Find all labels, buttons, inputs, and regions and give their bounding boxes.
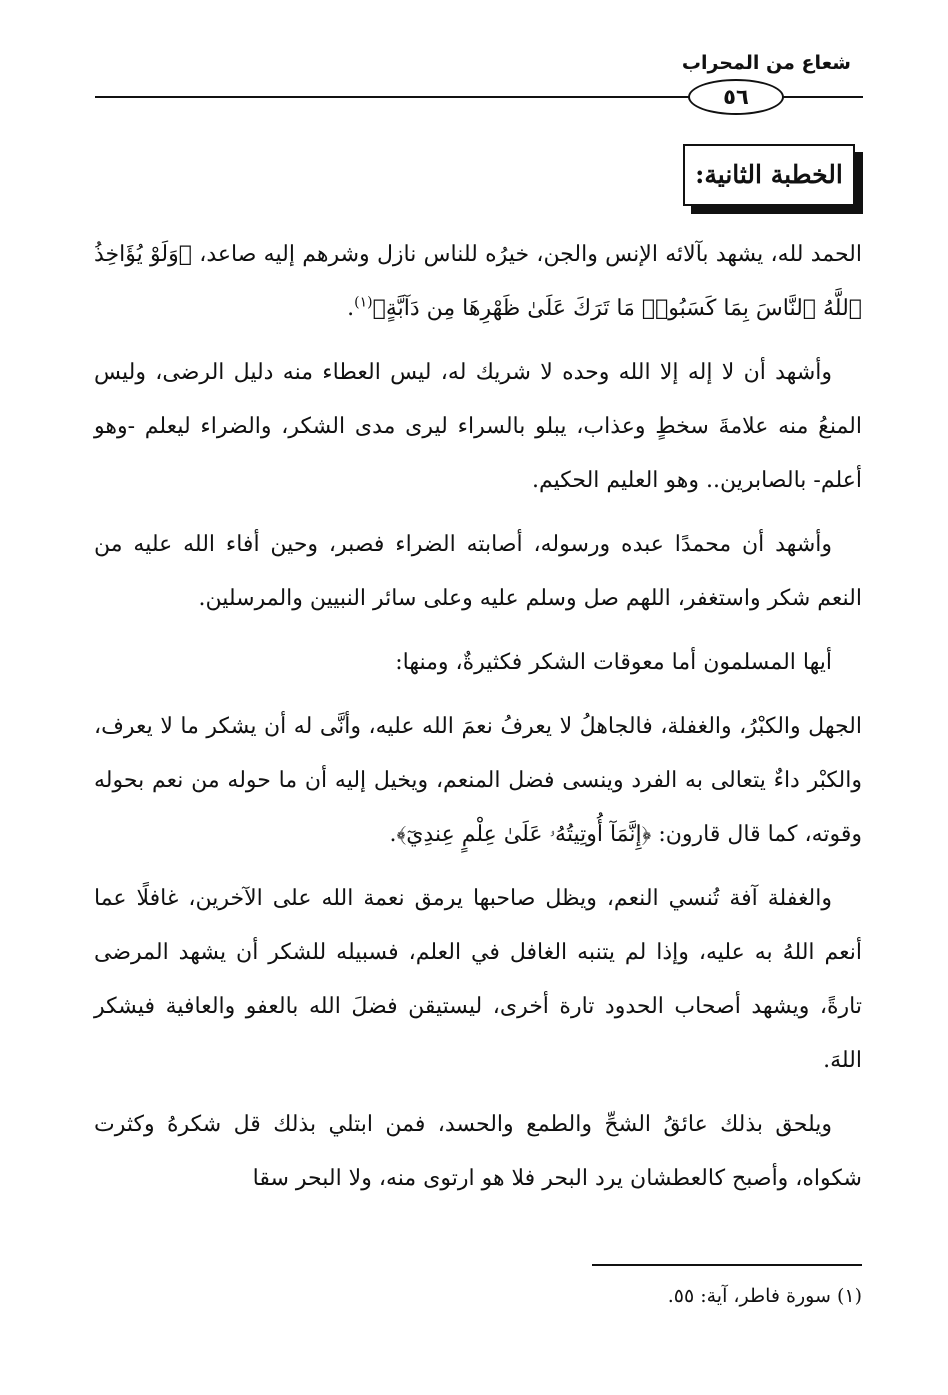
paragraph-end: . xyxy=(389,822,397,847)
page-number: ٥٦ xyxy=(688,79,784,115)
paragraph-5 xyxy=(94,700,862,862)
paragraph-text: الحمد لله، يشهد بآلائه الإنس والجن، خيرُه للناس نازل وشرهم إليه صاعد، xyxy=(191,242,862,267)
footnote: (١) سورة فاطر، آية: ٥٥. xyxy=(667,1285,862,1307)
quran-verse: ﴿إِنَّمَآ أُوتِيتُهُۥ عَلَىٰ عِلْمٍ عِندِيٓ﴾ xyxy=(396,822,652,847)
body-text xyxy=(94,228,862,1216)
paragraph-7: ويلحق بذلك عائقُ الشحِّ والطمع والحسد، فمن ابتلي بذلك قل شكرهُ وكثرت شكواه، وأصبح كالعطشان يرد البحر فلا هو ارتوى منه، ولا البحر سقا xyxy=(94,1112,862,1191)
paragraph-2: وأشهد أن لا إله إلا الله وحده لا شريك له، ليس العطاء منه دليل الرضى، وليس المنعُ منه علامةَ سخطٍ وعذاب، يبلو بالسراء ليرى مدى الشكر، والضراء ليعلم -وهو أعلم- بالصابرين.. وهو العليم الحكيم. xyxy=(94,360,862,493)
footnote-reference: (١) xyxy=(354,294,373,311)
quran-verse: ﴿وَلَوْ يُؤَاخِذُ ٱللَّهُ ٱلنَّاسَ بِمَا كَسَبُوا۟ مَا تَرَكَ عَلَىٰ ظَهْرِهَا مِن دَآبَّةٍ﴾ xyxy=(94,242,862,321)
paragraph-6: والغفلة آفة تُنسي النعم، ويظل صاحبها يرمق نعمة الله على الآخرين، غافلًا عما أنعم اللهُ به عليه، وإذا لم يتنبه الغافل في العلم، فسبيله للشكر أن يشهد المرضى تارةً، ويشهد أصحاب الحدود تارة أخرى، ليستيقن فضلَ الله بالعفو والعافية فيشكر اللهَ. xyxy=(94,886,862,1073)
paragraph-4: أيها المسلمون أما معوقات الشكر فكثيرةٌ، ومنها: xyxy=(395,650,832,675)
paragraph-text: الجهل والكبْرُ، والغفلة، فالجاهلُ لا يعرفُ نعمَ الله عليه، وأنَّى له أن يشكر ما لا يعرف، والكبْر داءٌ يتعالى به الفرد وينسى فضل المنعم، ويخيل إليه أن ما حوله من نعم بحوله وقوته، كما قال قارون: xyxy=(94,714,862,847)
section-title: الخطبة الثانية: xyxy=(695,160,843,189)
section-title-box xyxy=(683,144,855,206)
footnote-rule xyxy=(592,1264,862,1266)
paragraph-end: . xyxy=(347,296,355,321)
paragraph-3: وأشهد أن محمدًا عبده ورسوله، أصابته الضراء فصبر، وحين أفاء الله عليه من النعم شكر واستغفر، اللهم صل وسلم عليه وعلى سائر النبيين والمرسلين. xyxy=(94,532,862,611)
paragraph-1 xyxy=(94,228,862,336)
running-title: شعاع من المحراب xyxy=(681,52,851,74)
